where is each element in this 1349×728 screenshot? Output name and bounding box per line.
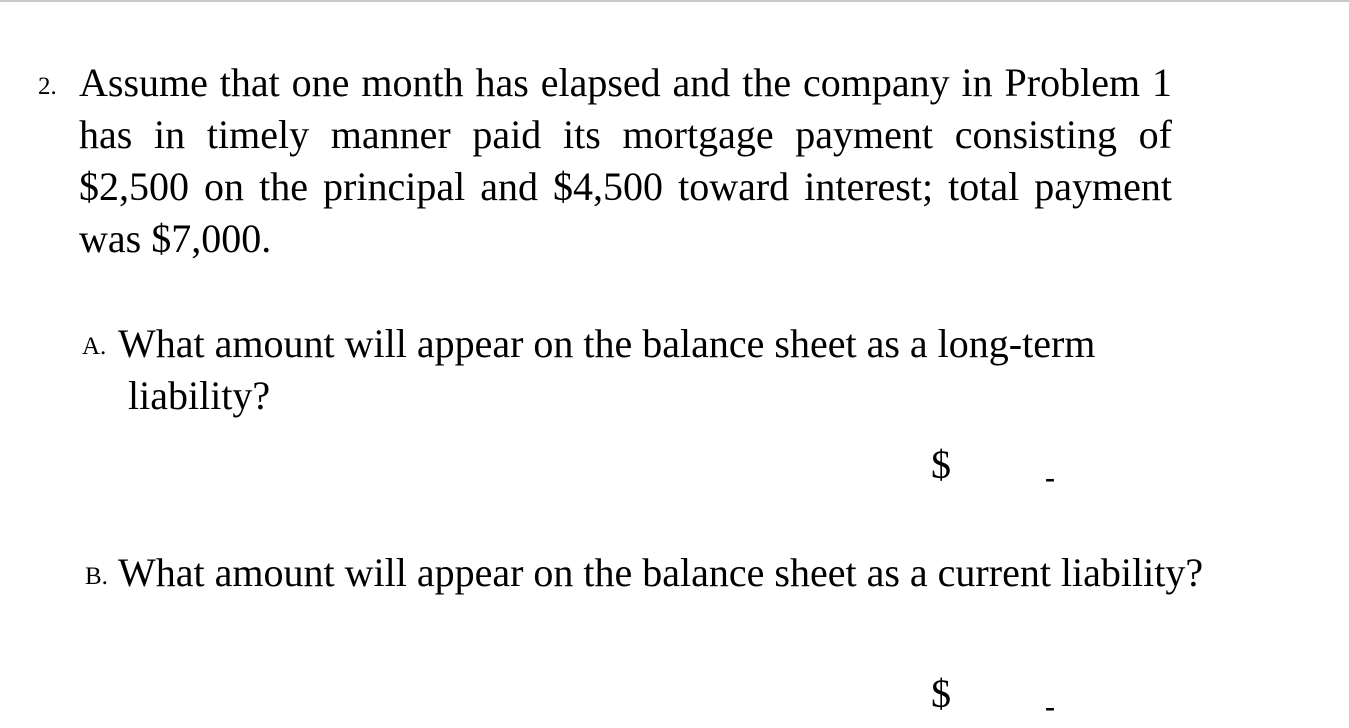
question-a-currency-symbol: $ bbox=[931, 442, 951, 487]
question-a-text: What amount will appear on the balance sheet as a long-term liability? bbox=[118, 321, 1096, 418]
question-a-answer-value: - bbox=[1045, 461, 1055, 494]
question-a-marker: A. bbox=[82, 333, 107, 360]
question-b-currency-symbol: $ bbox=[931, 671, 951, 716]
question-b-answer-value: - bbox=[1045, 690, 1055, 723]
top-divider bbox=[0, 0, 1349, 2]
problem-statement: Assume that one month has elapsed and the company in Problem 1 has in timely manner paid its mortgage payment consisting of $2,500 on the principal and $4,500 toward interest; total payment was $7,000. bbox=[79, 60, 1172, 261]
question-b-marker: B. bbox=[85, 563, 108, 590]
problem-number: 2. bbox=[38, 73, 57, 100]
question-b-text: What amount will appear on the balance sheet as a current liability? bbox=[118, 550, 1204, 595]
